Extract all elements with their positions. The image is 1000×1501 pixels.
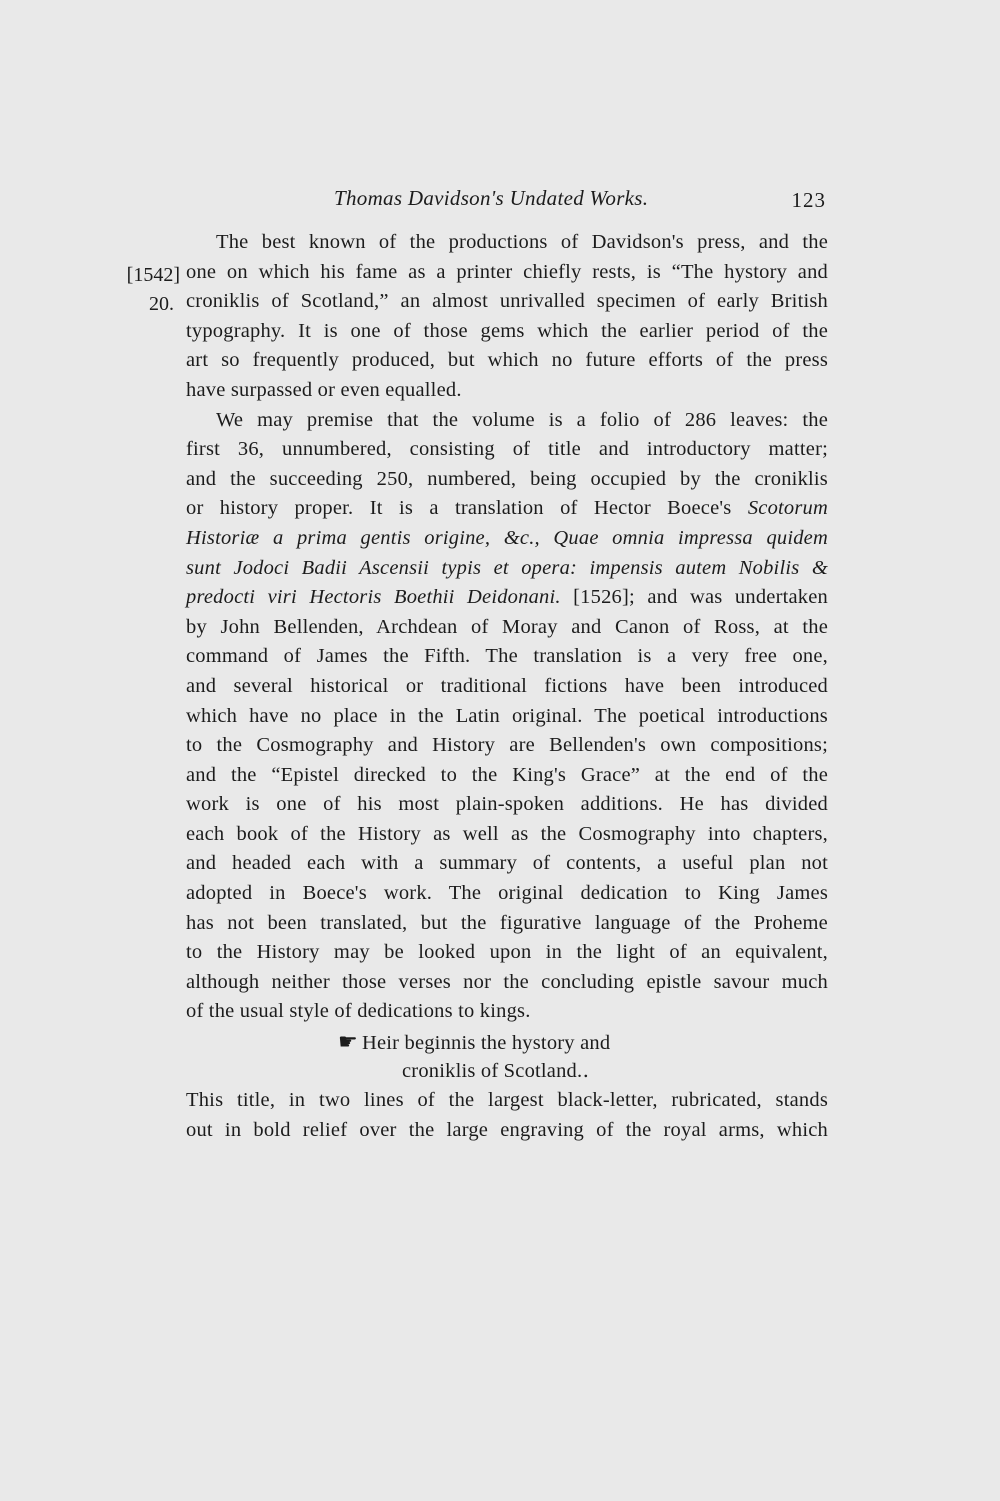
text-line: first 36, unnumbered, consisting of title and introductory matter; <box>186 438 828 461</box>
margin-year: [1542] <box>126 264 180 286</box>
text-line: each book of the History as well as the Cosmography into chapters, <box>186 822 828 845</box>
text-line <box>186 583 828 613</box>
text-line: art so frequently produced, but which no future efforts of the press <box>186 349 828 372</box>
body-text <box>186 228 828 1145</box>
text-roman: or history proper. It is a translation of Hector Boece's <box>186 497 732 520</box>
text-line: one on which his fame as a printer chiefly rests, is “The hystory and <box>186 260 828 283</box>
text-line <box>186 494 828 524</box>
text-line: and several historical or traditional fictions have been introduced <box>186 674 828 697</box>
text-line: to the History may be looked upon in the light of an equivalent, <box>186 941 828 964</box>
running-title: Thomas Davidson's Undated Works. <box>334 186 649 210</box>
text-line <box>186 554 828 584</box>
text-line: This title, in two lines of the largest black-letter, rubricated, stands <box>186 1089 828 1112</box>
text-line: although neither those verses nor the concluding epistle savour much <box>186 970 828 993</box>
text-line: has not been translated, but the figurative language of the Proheme <box>186 911 828 934</box>
quoted-title-line-2: croniklis of Scotland.․ <box>402 1059 590 1082</box>
text-roman: [1526]; and was undertaken <box>573 586 828 609</box>
text-line: and the succeeding 250, numbered, being occupied by the croniklis <box>186 467 828 490</box>
text-line: out in bold relief over the large engraving of the royal arms, which <box>186 1118 828 1141</box>
pointing-hand-icon: ☛ <box>338 1029 358 1055</box>
text-line: croniklis of Scotland,” an almost unrivalled specimen of early British <box>186 290 828 313</box>
text-line <box>186 524 828 554</box>
text-line: We may premise that the volume is a folio of 286 leaves: the <box>216 408 828 431</box>
quoted-title-line-1: ☛ Heir beginnis the hystory and <box>338 1029 611 1055</box>
text-line: to the Cosmography and History are Bellenden's own compositions; <box>186 734 828 757</box>
margin-item-number: 20. <box>149 293 174 315</box>
text-line: and headed each with a summary of contents, a useful plan not <box>186 852 828 875</box>
text-line: of the usual style of dedications to kings. <box>186 1000 531 1023</box>
text-line: by John Bellenden, Archdean of Moray and Canon of Ross, at the <box>186 615 828 638</box>
page-header <box>186 180 828 216</box>
text-line: adopted in Boece's work. The original dedication to King James <box>186 882 828 905</box>
page-number: 123 <box>791 188 826 212</box>
text-line: work is one of his most plain-spoken additions. He has divided <box>186 793 828 816</box>
latin-title-italic: Historiæ a prima gentis origine, &c., Quae omnia impressa quidem <box>186 526 828 549</box>
text-line: and the “Epistel direcked to the King's Grace” at the end of the <box>186 763 828 786</box>
text-line: The best known of the productions of Davidson's press, and the <box>216 231 828 253</box>
latin-title-italic: Scotorum <box>747 497 829 520</box>
text-line: have surpassed or even equalled. <box>186 378 462 401</box>
text-line: typography. It is one of those gems which the earlier period of the <box>186 319 828 342</box>
latin-title-italic: sunt Jodoci Badii Ascensii typis et opera: impensis autem Nobilis & <box>186 556 828 579</box>
text-line: which have no place in the Latin original. The poetical introductions <box>186 704 828 727</box>
latin-title-italic: predocti viri Hectoris Boethii Deidonani. <box>186 586 561 609</box>
text-line: command of James the Fifth. The translation is a very free one, <box>186 645 828 668</box>
